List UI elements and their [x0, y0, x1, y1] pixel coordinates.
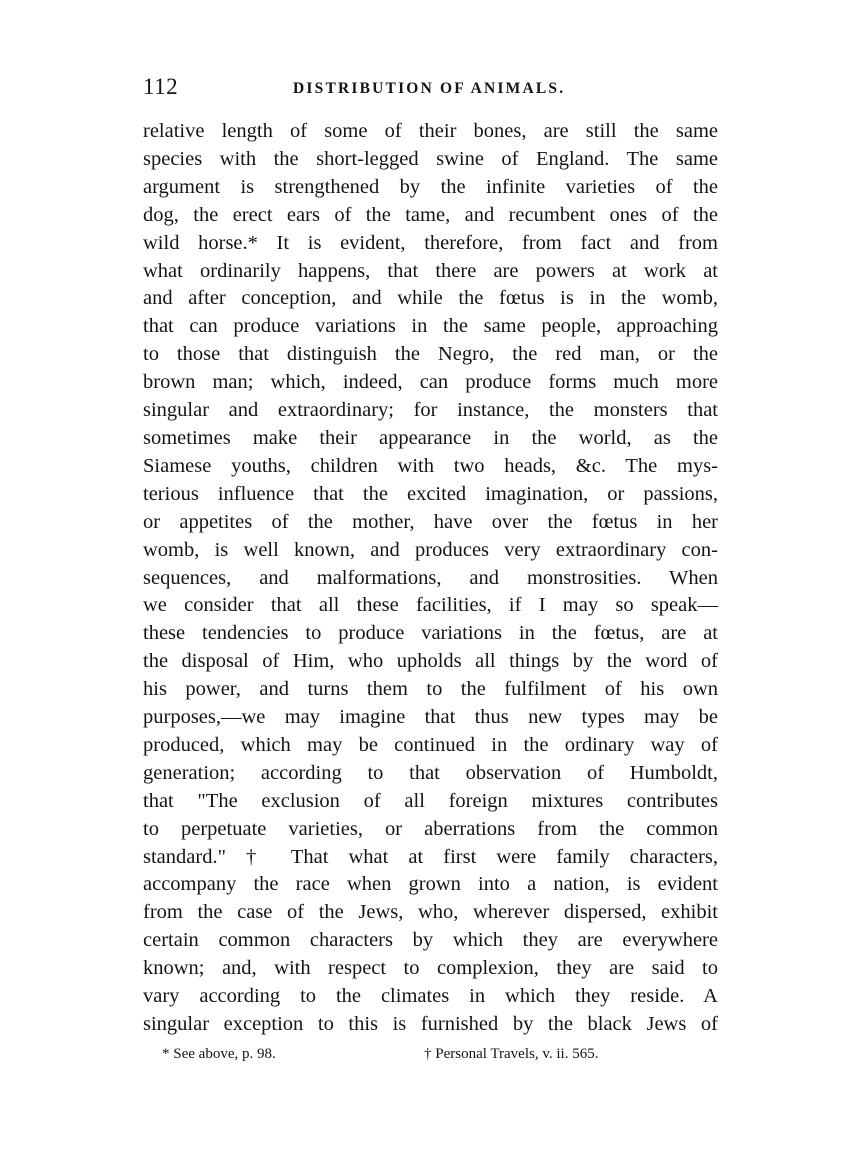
text-line: to perpetuate varieties, or aberrations from the common — [143, 817, 718, 840]
text-line: to those that distinguish the Negro, the red man, or the — [143, 343, 718, 366]
text-line: wild horse.* It is evident, therefore, from fact and from — [143, 231, 718, 254]
text-line: Siamese youths, children with two heads, &c. The mys- — [143, 454, 718, 477]
text-line: or appetites of the mother, have over the fœtus in her — [143, 510, 718, 533]
text-line: brown man; which, indeed, can produce forms much more — [143, 371, 718, 394]
text-line: generation; according to that observation of Humboldt, — [143, 761, 718, 784]
text-line: what ordinarily happens, that there are powers at work at — [143, 259, 718, 282]
body-text — [143, 118, 718, 1039]
footnote-dagger: † Personal Travels, v. ii. 565. — [424, 1046, 599, 1062]
text-line: his power, and turns them to the fulfilment of his own — [143, 678, 718, 701]
text-line: dog, the erect ears of the tame, and recumbent ones of the — [143, 203, 718, 226]
text-line: purposes,—we may imagine that thus new types may be — [143, 706, 718, 729]
page-header — [143, 72, 718, 106]
text-line: singular and extraordinary; for instance, the monsters that — [143, 399, 718, 422]
text-line: accompany the race when grown into a nation, is evident — [143, 873, 718, 896]
text-line: singular exception to this is furnished by the black Jews of — [143, 1013, 718, 1035]
text-line: womb, is well known, and produces very extraordinary con- — [143, 538, 718, 561]
text-line: produced, which may be continued in the ordinary way of — [143, 733, 718, 756]
text-line: sequences, and malformations, and monstrosities. When — [143, 566, 718, 589]
text-line: terious influence that the excited imagination, or passions, — [143, 482, 718, 505]
text-line: and after conception, and while the fœtus is in the womb, — [143, 287, 718, 310]
footnote-asterisk: * See above, p. 98. — [162, 1046, 276, 1062]
text-line: vary according to the climates in which they reside. A — [143, 985, 718, 1008]
text-line: standard." † That what at first were family characters, — [143, 845, 718, 868]
text-line: species with the short-legged swine of England. The same — [143, 147, 718, 170]
text-line: that can produce variations in the same people, approaching — [143, 315, 718, 338]
text-line: argument is strengthened by the infinite varieties of the — [143, 175, 718, 198]
text-line: from the case of the Jews, who, wherever dispersed, exhibit — [143, 901, 718, 924]
running-head: DISTRIBUTION OF ANIMALS. — [293, 80, 566, 97]
text-line: we consider that all these facilities, if I may so speak— — [143, 594, 718, 617]
text-line: that "The exclusion of all foreign mixtures contributes — [143, 789, 718, 812]
text-line: certain common characters by which they are everywhere — [143, 929, 718, 952]
text-line: sometimes make their appearance in the world, as the — [143, 426, 718, 449]
text-line: the disposal of Him, who upholds all things by the word of — [143, 650, 718, 673]
text-line: these tendencies to produce variations in the fœtus, are at — [143, 622, 718, 645]
text-line: relative length of some of their bones, are still the same — [143, 120, 718, 142]
page-number: 112 — [143, 74, 179, 99]
text-line: known; and, with respect to complexion, they are said to — [143, 957, 718, 980]
